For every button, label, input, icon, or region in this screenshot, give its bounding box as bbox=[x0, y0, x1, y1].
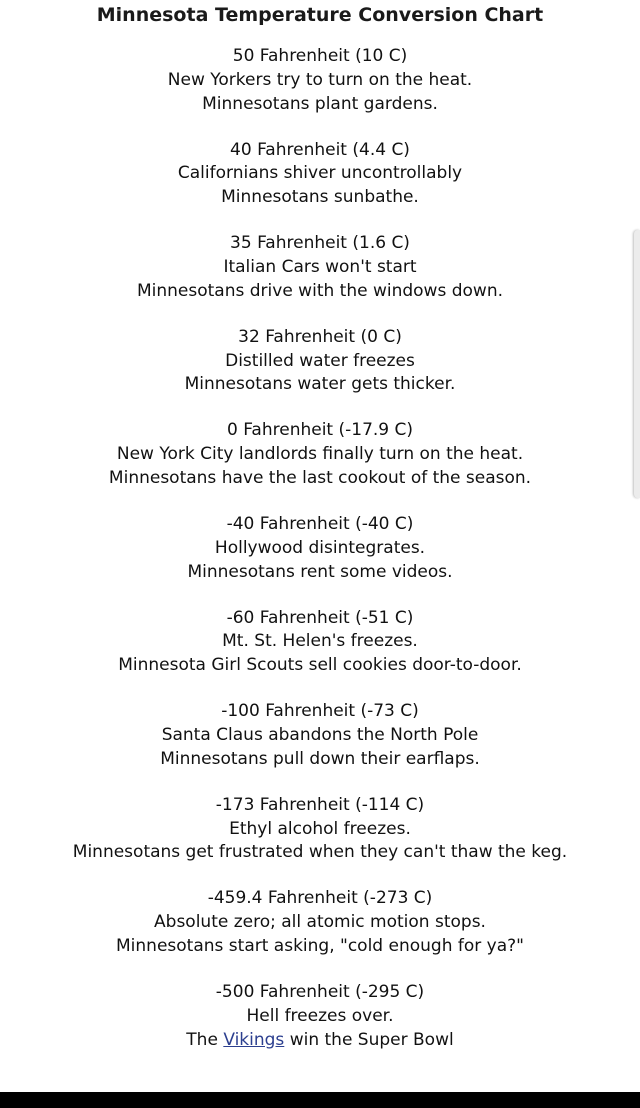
temperature-line: -500 Fahrenheit (-295 C) bbox=[215, 981, 425, 1002]
minnesota-line: Minnesotans drive with the windows down. bbox=[136, 280, 503, 301]
minnesota-line: Minnesotans pull down their earflaps. bbox=[160, 748, 480, 769]
description-line: Californians shiver uncontrollably bbox=[177, 163, 463, 184]
scroll-indicator[interactable] bbox=[634, 230, 640, 498]
entry-minus100f bbox=[0, 700, 640, 794]
description-line: Ethyl alcohol freezes. bbox=[229, 818, 411, 839]
temperature-line: 50 Fahrenheit (10 C) bbox=[232, 46, 408, 66]
description-line: Mt. St. Helen's freezes. bbox=[222, 631, 418, 652]
description-line: New York City landlords finally turn on the heat. bbox=[116, 444, 524, 465]
temperature-line: 32 Fahrenheit (0 C) bbox=[238, 326, 402, 347]
minnesota-line: Minnesotans start asking, "cold enough for ya?" bbox=[116, 935, 524, 956]
entry-minus459f bbox=[0, 887, 640, 981]
minnesota-line: Minnesotans rent some videos. bbox=[187, 561, 453, 582]
temperature-line: -60 Fahrenheit (-51 C) bbox=[226, 607, 414, 628]
description-line: Absolute zero; all atomic motion stops. bbox=[154, 912, 486, 933]
minnesota-line: Minnesotans have the last cookout of the season. bbox=[108, 467, 532, 488]
description-line: Hell freezes over. bbox=[246, 1005, 394, 1026]
temperature-line: -459.4 Fahrenheit (-273 C) bbox=[207, 888, 433, 909]
description-line: Distilled water freezes bbox=[225, 350, 415, 371]
temperature-line: 0 Fahrenheit (-17.9 C) bbox=[226, 420, 414, 441]
entry-32f bbox=[0, 326, 640, 420]
temperature-line: 35 Fahrenheit (1.6 C) bbox=[230, 233, 410, 254]
minnesota-line: Minnesotans water gets thicker. bbox=[184, 374, 456, 395]
minnesota-line: Minnesotans plant gardens. bbox=[202, 93, 438, 114]
temperature-line: 40 Fahrenheit (4.4 C) bbox=[230, 139, 410, 160]
description-line: Hollywood disintegrates. bbox=[214, 537, 426, 558]
entry-50f bbox=[0, 45, 640, 139]
entry-35f bbox=[0, 232, 640, 326]
entry-minus40f bbox=[0, 513, 640, 607]
minnesota-line: Minnesotans get frustrated when they can't thaw the keg. bbox=[72, 842, 568, 863]
description-line: New Yorkers try to turn on the heat. bbox=[167, 69, 473, 90]
minnesota-line: Minnesota Girl Scouts sell cookies door-to-door. bbox=[118, 655, 522, 676]
vikings-link[interactable]: Vikings bbox=[223, 1029, 285, 1050]
temperature-line: -173 Fahrenheit (-114 C) bbox=[215, 794, 425, 815]
entry-minus60f bbox=[0, 607, 640, 701]
entry-0f bbox=[0, 419, 640, 513]
bottom-bar bbox=[0, 1092, 640, 1108]
minnesota-line: Minnesotans sunbathe. bbox=[221, 187, 419, 208]
conversion-list bbox=[0, 45, 640, 1075]
description-line: Santa Claus abandons the North Pole bbox=[161, 724, 479, 745]
entry-minus173f bbox=[0, 794, 640, 888]
temperature-line: -40 Fahrenheit (-40 C) bbox=[226, 513, 414, 534]
entry-minus500f bbox=[0, 981, 640, 1075]
temperature-line: -100 Fahrenheit (-73 C) bbox=[221, 701, 419, 722]
chart-title: Minnesota Temperature Conversion Chart bbox=[96, 4, 544, 26]
final-line-prefix: The bbox=[186, 1029, 224, 1050]
entry-40f bbox=[0, 139, 640, 233]
final-line-suffix: win the Super Bowl bbox=[284, 1029, 454, 1050]
description-line: Italian Cars won't start bbox=[223, 256, 417, 277]
final-line bbox=[0, 1029, 640, 1053]
